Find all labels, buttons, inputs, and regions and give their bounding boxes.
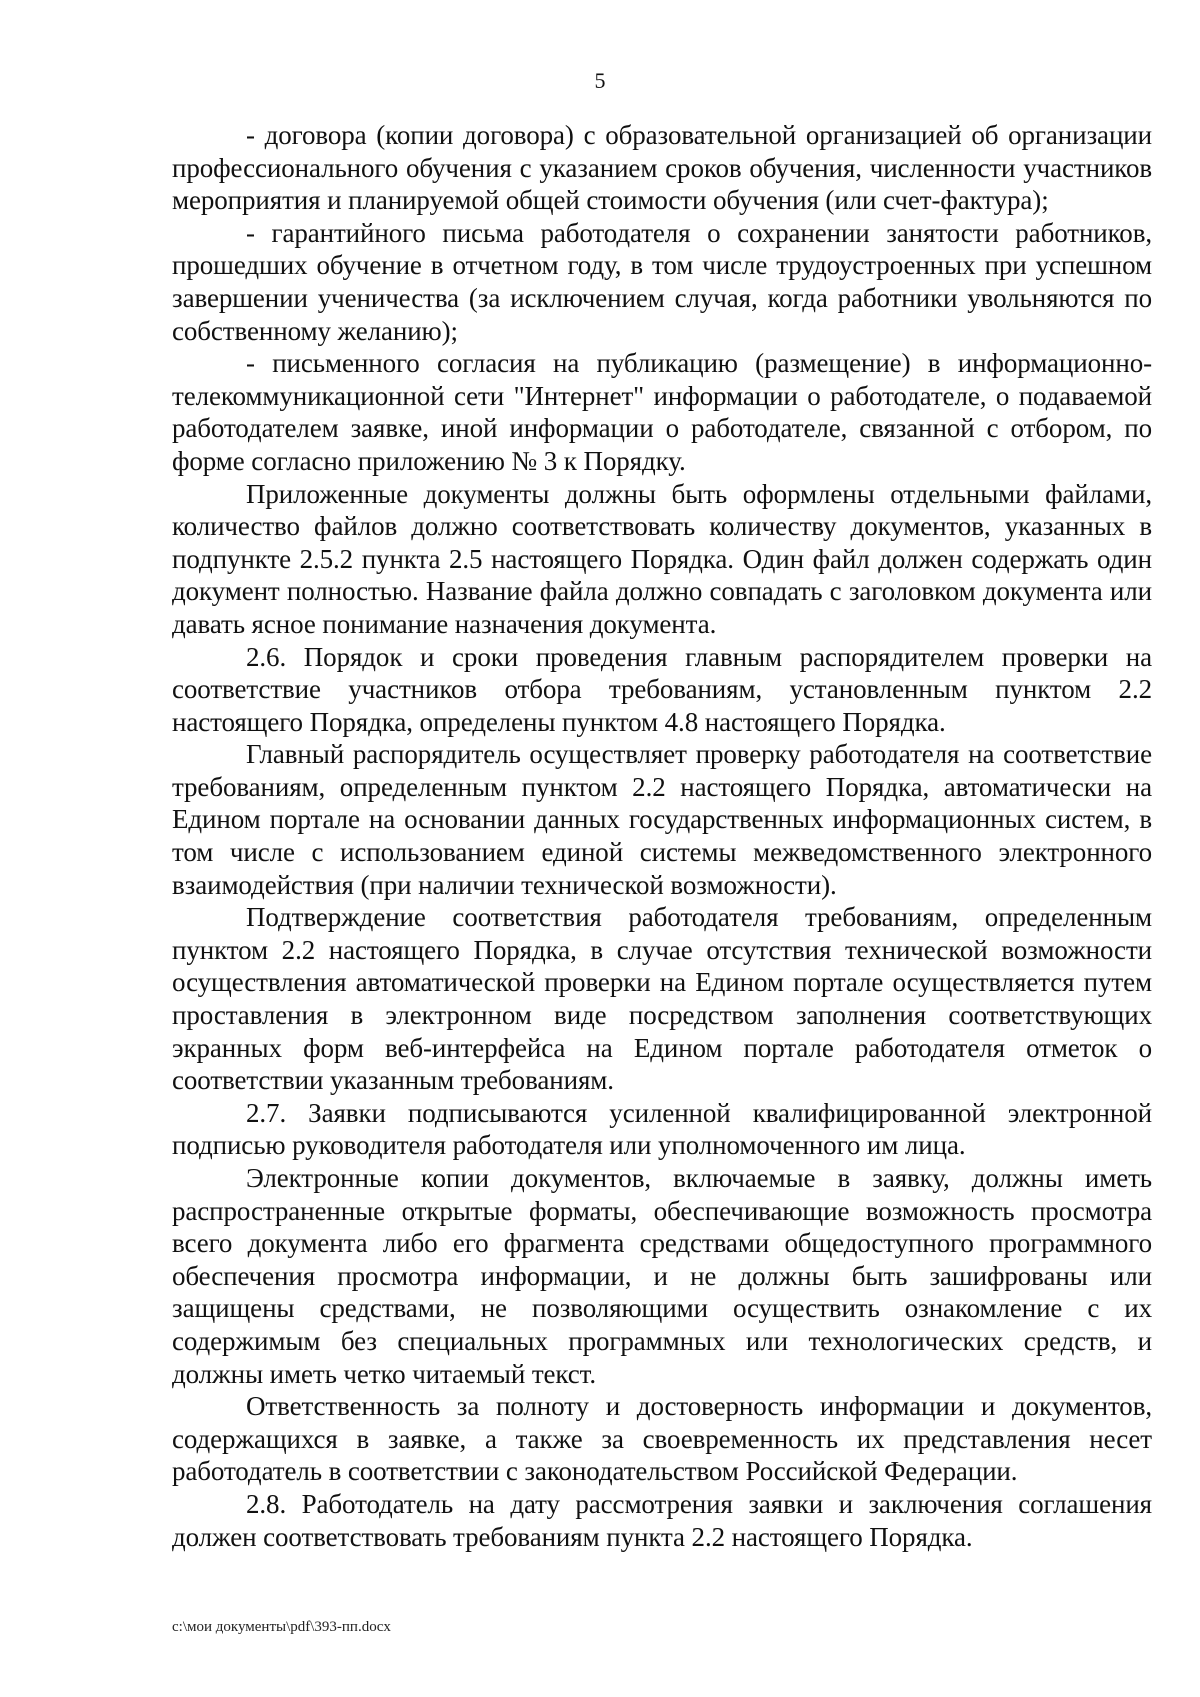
paragraph-automatic-check: Главный распорядитель осуществляет проверку работодателя на соответствие требованиям, определенным пунктом 2.2 настоящего Порядка, автоматически на Едином портале на основании данных государственных информационных систем, в том числе с использованием единой системы межведомственного электронного взаимодействия (при наличии технической возможности). [172,739,1152,900]
document-body [172,119,1152,1553]
paragraph-manual-confirmation: Подтверждение соответствия работодателя требованиям, определенным пунктом 2.2 настоящего Порядка, в случае отсутствия технической возможности осуществления автоматической проверки на Едином портале осуществляется путем проставления в электронном виде посредством заполнения соответствующих экранных форм веб-интерфейса на Едином портале работодателя отметок о соответствии указанным требованиям. [172,902,1152,1096]
paragraph-responsibility: Ответственность за полноту и достоверность информации и документов, содержащихся в заявке, а также за своевременность их представления несет работодатель в соответствии с законодательством Российской Федерации. [172,1391,1152,1487]
paragraph-attached-documents: Приложенные документы должны быть оформлены отдельными файлами, количество файлов должно соответствовать количеству документов, указанных в подпункте 2.5.2 пункта 2.5 настоящего Порядка. Один файл должен содержать один документ полностью. Название файла должно совпадать с заголовком документа или давать ясное понимание назначения документа. [172,478,1152,639]
paragraph-clause-2-7: 2.7. Заявки подписываются усиленной квалифицированной электронной подписью руководителя работодателя или уполномоченного им лица. [172,1097,1152,1161]
page-number: 5 [594,68,606,93]
paragraph-guarantee-letter: - гарантийного письма работодателя о сохранении занятости работников, прошедших обучение в отчетном году, в том числе трудоустроенных при успешном завершении ученичества (за исключением случая, когда работники увольняются по собственному желанию); [172,217,1152,346]
footer-file-path: c:\мои документы\pdf\393-пп.docx [172,1619,391,1635]
paragraph-electronic-copies: Электронные копии документов, включаемые в заявку, должны иметь распространенные открытые форматы, обеспечивающие возможность просмотра всего документа либо его фрагмента средствами общедоступного программного обеспечения просмотра информации, и не должны быть зашифрованы или защищены средствами, не позволяющими осуществить ознакомление с их содержимым без специальных программных или технологических средств, и должны иметь четко читаемый текст. [172,1163,1152,1389]
paragraph-clause-2-6: 2.6. Порядок и сроки проведения главным распорядителем проверки на соответствие участников отбора требованиям, установленным пунктом 2.2 настоящего Порядка, определены пунктом 4.8 настоящего Порядка. [172,641,1152,737]
paragraph-publication-consent: - письменного согласия на публикацию (размещение) в информационно-телекоммуникационной сети "Интернет" информации о работодателе, о подаваемой работодателем заявке, иной информации о работодателе, связанной с отбором, по форме согласно приложению № 3 к Порядку. [172,348,1152,476]
paragraph-contract-copy: - договора (копии договора) с образовательной организацией об организации профессионального обучения с указанием сроков обучения, численности участников мероприятия и планируемой общей стоимости обучения (или счет-фактура); [172,120,1152,216]
paragraph-clause-2-8: 2.8. Работодатель на дату рассмотрения заявки и заключения соглашения должен соответствовать требованиям пункта 2.2 настоящего Порядка. [172,1488,1152,1552]
